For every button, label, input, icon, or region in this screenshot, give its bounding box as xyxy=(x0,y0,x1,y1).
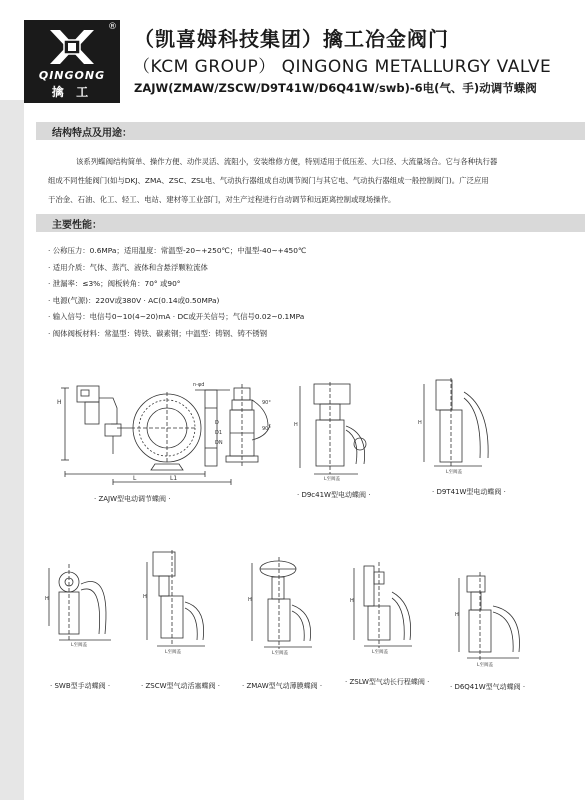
intro-line: 于冶金、石油、化工、轻工、电站、建材等工业部门，对生产过程进行自动调节和远距离控制或现场操作。 xyxy=(48,195,396,204)
page-title-cn: （凯喜姆科技集团）擒工冶金阀门 xyxy=(134,27,449,51)
caption-swb: · SWB型手动蝶阀 · xyxy=(50,682,111,690)
left-margin-band xyxy=(0,0,24,800)
dim-label-l-bonnet: L至阀盖 xyxy=(372,650,389,655)
dim-label-h: H xyxy=(248,597,252,603)
performance-item: · 适用介质：气体、蒸汽、液体和含悬浮颗粒流体 xyxy=(48,262,208,272)
swb-valve-drawing xyxy=(45,560,120,655)
caption-d6q41w: · D6Q41W型气动蝶阀 · xyxy=(450,683,526,691)
performance-item: · 电源(气源)：220V或380V · AC(0.14或0.50MPa) xyxy=(48,295,220,305)
dim-label-n-phi-d: n-φd xyxy=(193,382,205,388)
dim-label-l-bonnet: L至阀盖 xyxy=(324,477,341,482)
page-title-en: （KCM GROUP） QINGONG METALLURGY VALVE xyxy=(133,57,552,77)
d6q41w-valve-drawing xyxy=(455,572,530,672)
logo-emblem-icon xyxy=(44,26,100,68)
dim-label-h: H xyxy=(455,612,459,618)
dim-label-h: H xyxy=(57,399,62,406)
product-model-line: ZAJW(ZMAW/ZSCW/D9T41W/D6Q41W/swb)-6电(气、手)动调节蝶阀 xyxy=(134,81,537,95)
registered-mark: ® xyxy=(108,22,117,32)
performance-item: · 阀体阀板材料：常温型：铸铁、碳素钢；中温型：铸钢、铸不锈钢 xyxy=(48,328,268,338)
section-title-performance: 主要性能： xyxy=(52,220,102,231)
dim-label-dn: DN xyxy=(215,440,223,446)
dim-label-l: L xyxy=(133,475,137,482)
angle-label: 90° xyxy=(262,426,271,432)
dim-label-l-bonnet: L至阀盖 xyxy=(477,663,494,668)
zmaw-valve-drawing xyxy=(248,555,323,660)
logo-name-en: QINGONG xyxy=(38,69,106,82)
caption-d9c41w: · D9c41W型电动蝶阀 · xyxy=(297,491,371,499)
d9c41w-valve-drawing xyxy=(294,382,384,482)
zslw-valve-drawing xyxy=(350,562,425,657)
caption-zscw: · ZSCW型气动活塞蝶阀 · xyxy=(141,682,220,690)
dim-label-l-bonnet: L至阀盖 xyxy=(71,643,88,648)
logo-name-cn: 擒 工 xyxy=(51,85,93,99)
dim-label-d: D xyxy=(215,420,219,426)
dim-label-h: H xyxy=(294,422,298,428)
dim-label-l-bonnet: L至阀盖 xyxy=(272,651,289,656)
section-bar-performance xyxy=(36,214,585,232)
dim-label-l-bonnet: L至阀盖 xyxy=(165,650,182,655)
dim-label-l-bonnet: L至阀盖 xyxy=(446,470,463,475)
performance-item: · 泄漏率：≤3%；阀板转角：70° 或90° xyxy=(48,279,181,289)
dim-label-l1: L1 xyxy=(170,475,178,482)
performance-item: · 输入信号：电信号0~10(4~20)mA · DC或开关信号；气信号0.02~0.1MPa xyxy=(48,312,305,322)
company-logo xyxy=(24,20,120,103)
dim-label-h: H xyxy=(418,420,422,426)
performance-list xyxy=(48,243,548,343)
intro-line: 该系列蝶阀结构简单、操作方便、动作灵活、流阻小，安装维修方便，特别适用于低压差、大口径、大流量场合。它与各种执行器 xyxy=(76,157,498,166)
zajw-side-view-drawing xyxy=(212,380,282,470)
dim-label-d1: D1 xyxy=(215,430,223,436)
section-title-structure: 结构特点及用途： xyxy=(52,128,132,139)
section-bar-structure xyxy=(36,122,585,140)
performance-item: · 公称压力：0.6MPa；适用温度：常温型-20~+250℃；中温型-40~+450℃ xyxy=(48,246,307,255)
caption-zmaw: · ZMAW型气动薄膜蝶阀 · xyxy=(242,682,323,690)
caption-zajw: · ZAJW型电动调节蝶阀 · xyxy=(94,495,171,503)
caption-zslw: · ZSLW型气动长行程蝶阀 · xyxy=(345,678,430,686)
dim-label-h: H xyxy=(45,596,49,602)
zscw-valve-drawing xyxy=(143,548,218,658)
angle-label: 90° xyxy=(262,400,271,406)
d9t41w-valve-drawing xyxy=(418,378,508,478)
dim-label-h: H xyxy=(143,594,147,600)
intro-line: 组成不同性能阀门(如与DKJ、ZMA、ZSC、ZSL电、气动执行器组成自动调节阀门与其它电、气动执行器组成一般控制阀门)。广泛应用 xyxy=(48,176,489,185)
intro-paragraph xyxy=(48,152,548,209)
caption-d9t41w: · D9T41W型电动蝶阀 · xyxy=(432,488,506,496)
dim-label-h: H xyxy=(350,598,354,604)
page-header xyxy=(0,0,585,100)
